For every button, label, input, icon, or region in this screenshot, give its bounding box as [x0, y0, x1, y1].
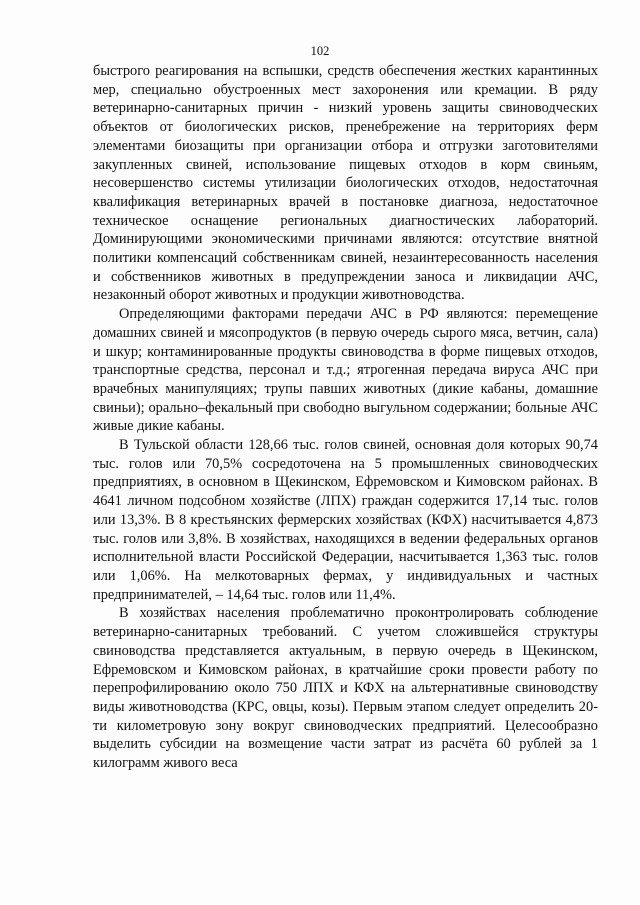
- paragraph-3: В Тульской области 128,66 тыс. голов свиней, основная доля которых 90,74 тыс. голов или 70,5% сосредоточена на 5 промышленных свиноводческих предприятиях, в основном в Щекинском, Ефремовском и Кимовском районах. В 4641 личном подсобном хозяйстве (ЛПХ) граждан содержится 17,14 тыс. голов или 13,3%. В 8 крестьянских фермерских хозяйствах (КФХ) насчитывается 4,873 тыс. голов или 3,8%. В хозяйствах, находящихся в ведении федеральных органов исполнительной власти Российской Федерации, насчитывается 1,363 тыс. голов или 1,06%. На мелкотоварных фермах, у индивидуальных и частных предпринимателей, – 14,64 тыс. голов или 11,4%.: [93, 437, 598, 603]
- paragraph-2: Определяющими факторами передачи АЧС в РФ являются: перемещение домашних свиней и мясопродуктов (в первую очередь сырого мяса, ветчин, сала) и шкур; контаминированные продукты свиноводства в форме пищевых отходов, транспортные средства, персонал и т.д.; ятрогенная передача вируса АЧС при врачебных манипуляциях; трупы павших животных (дикие кабаны, домашние свиньи); орально–фекальный при свободно выгульном содержании; больные АЧС живые дикие кабаны.: [93, 306, 598, 435]
- body-text: [93, 62, 598, 773]
- paragraph-4: В хозяйствах населения проблематично проконтролировать соблюдение ветеринарно-санитарных требований. С учетом сложившейся структуры свиноводства представляется актуальным, в первую очередь в Щекинском, Ефремовском и Кимовском районах, в кратчайшие сроки провести работу по перепрофилированию около 750 ЛПХ и КФХ на альтернативные свиноводству виды животноводства (КРС, овцы, козы). Первым этапом следует определить 20-ти километровую зону вокруг свиноводческих предприятий. Целесообразно выделить субсидии на возмещение части затрат из расчёта 60 рублей за 1 килограмм живого веса: [93, 605, 598, 772]
- page-number: 102: [310, 44, 330, 58]
- paragraph-1: быстрого реагирования на вспышки, средств обеспечения жестких карантинных мер, специально обустроенных мест захоронения или кремации. В ряду ветеринарно-санитарных причин - низкий уровень защиты свиноводческих объектов от биологических рисков, пренебрежение на территориях ферм элементами биозащиты при организации отбора и отгрузки заготовителями закупленных свиней, использование пищевых отходов в корм свиньям, несовершенство системы утилизации биологических отходов, недостаточная квалификация ветеринарных врачей в постановке диагноза, недостаточное техническое оснащение региональных диагностических лабораторий. Доминирующими экономическими причинами являются: отсутствие внятной политики компенсаций собственникам свиней, незаинтересованность населения и собственников животных в предупреждении заноса и ликвидации АЧС, незаконный оборот животных и продукции животноводства.: [93, 63, 598, 304]
